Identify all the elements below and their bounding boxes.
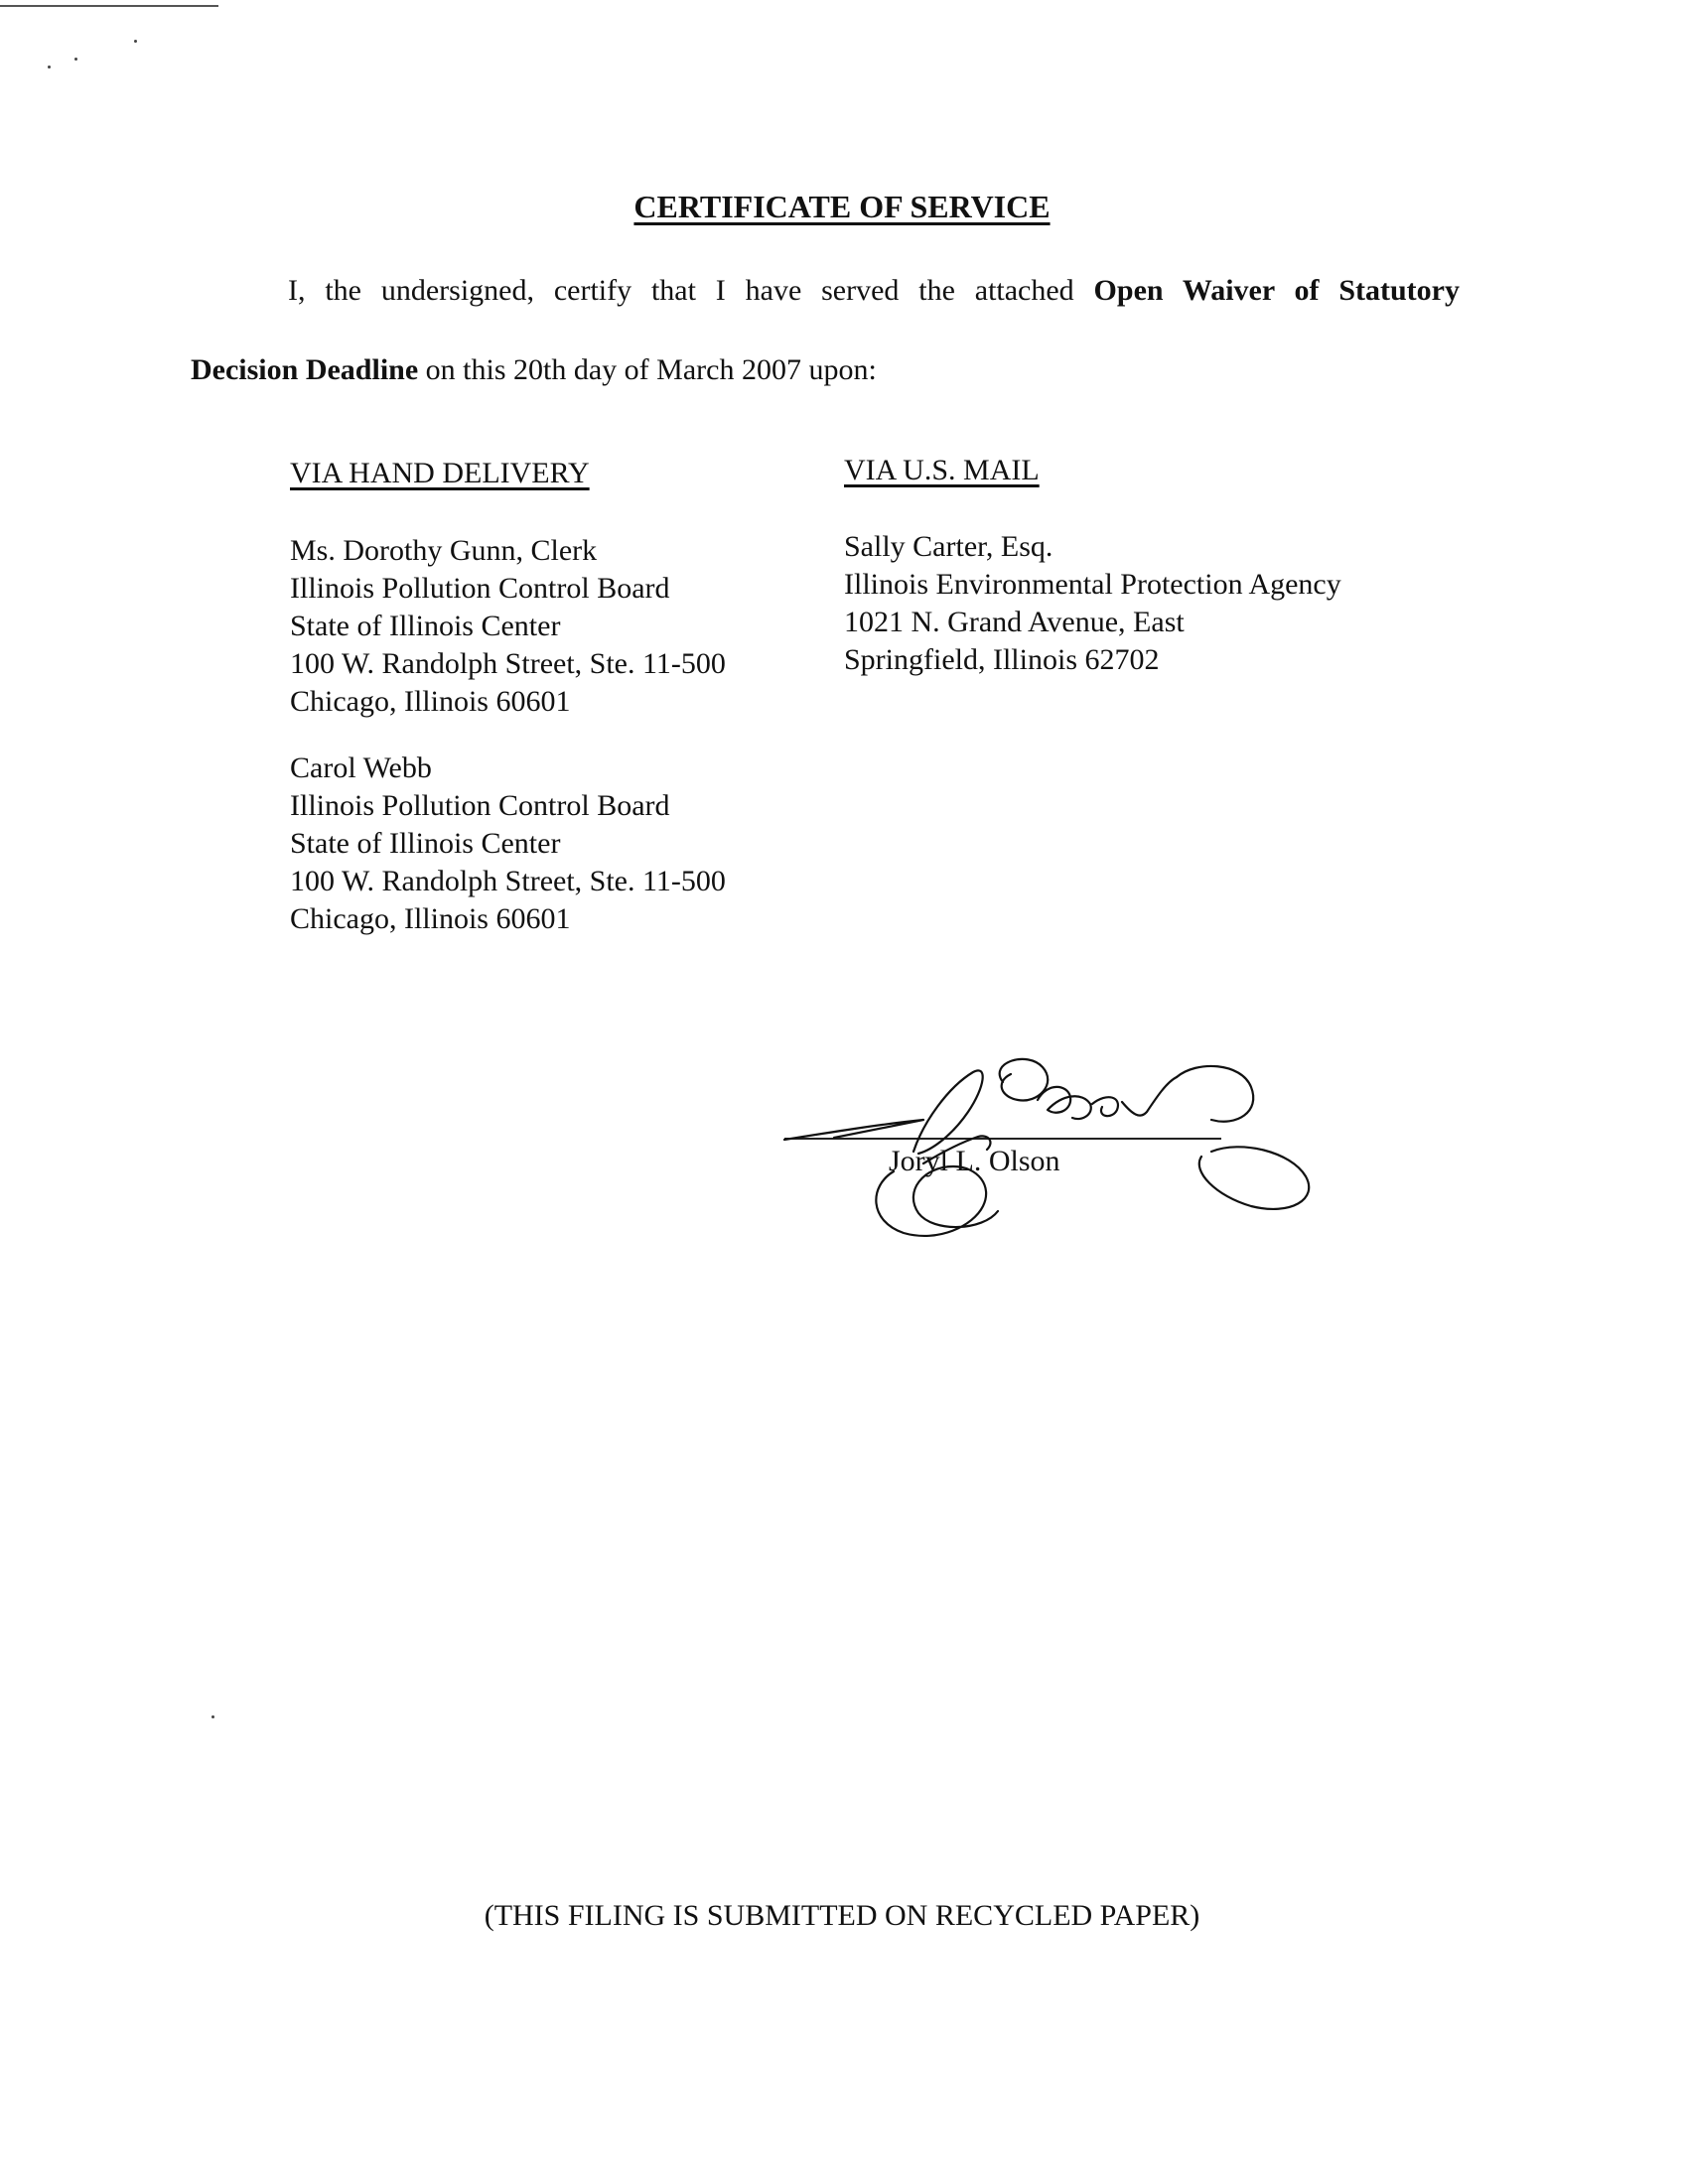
- document-title: CERTIFICATE OF SERVICE: [633, 189, 1051, 224]
- address-line: Illinois Pollution Control Board: [290, 789, 670, 822]
- scan-artifact-dot: [74, 58, 77, 61]
- hand-delivery-heading: VIA HAND DELIVERY: [290, 457, 590, 489]
- us-mail-heading: VIA U.S. MAIL: [844, 454, 1040, 486]
- scan-artifact-line: [0, 5, 218, 7]
- address-line: 100 W. Randolph Street, Ste. 11-500: [290, 647, 726, 680]
- document-name-part-1: Open Waiver of Statutory: [1093, 274, 1460, 307]
- recycled-paper-notice: (THIS FILING IS SUBMITTED ON RECYCLED PAPER): [484, 1899, 1200, 1932]
- address-line: Chicago, Illinois 60601: [290, 685, 571, 718]
- address-line: Sally Carter, Esq.: [844, 530, 1053, 563]
- address-line: State of Illinois Center: [290, 610, 561, 642]
- handwritten-signature: [774, 1042, 1331, 1241]
- address-line: Ms. Dorothy Gunn, Clerk: [290, 534, 598, 567]
- scan-artifact-dot: [134, 40, 137, 43]
- address-line: Chicago, Illinois 60601: [290, 902, 571, 935]
- address-line: Illinois Environmental Protection Agency: [844, 568, 1341, 601]
- address-line: 100 W. Randolph Street, Ste. 11-500: [290, 865, 726, 897]
- address-line: Carol Webb: [290, 751, 432, 784]
- certification-text: I, the undersigned, certify that I have served the attached: [288, 274, 1094, 307]
- certification-line-2: [191, 353, 877, 387]
- scan-artifact-dot: [48, 66, 51, 68]
- recipient-address-block: [290, 750, 726, 938]
- address-line: Illinois Pollution Control Board: [290, 572, 670, 605]
- service-date-text: on this 20th day of March 2007 upon:: [418, 353, 877, 386]
- signatory-name: Joryl L. Olson: [889, 1145, 1060, 1177]
- document-name-part-2: Decision Deadline: [191, 353, 419, 386]
- address-line: Springfield, Illinois 62702: [844, 643, 1160, 676]
- recipient-address-block: [290, 532, 726, 721]
- recipient-address-block: [844, 528, 1341, 679]
- address-line: 1021 N. Grand Avenue, East: [844, 606, 1185, 638]
- address-line: State of Illinois Center: [290, 827, 561, 860]
- certification-line-1: [288, 274, 1460, 308]
- scan-artifact-dot: [211, 1715, 214, 1718]
